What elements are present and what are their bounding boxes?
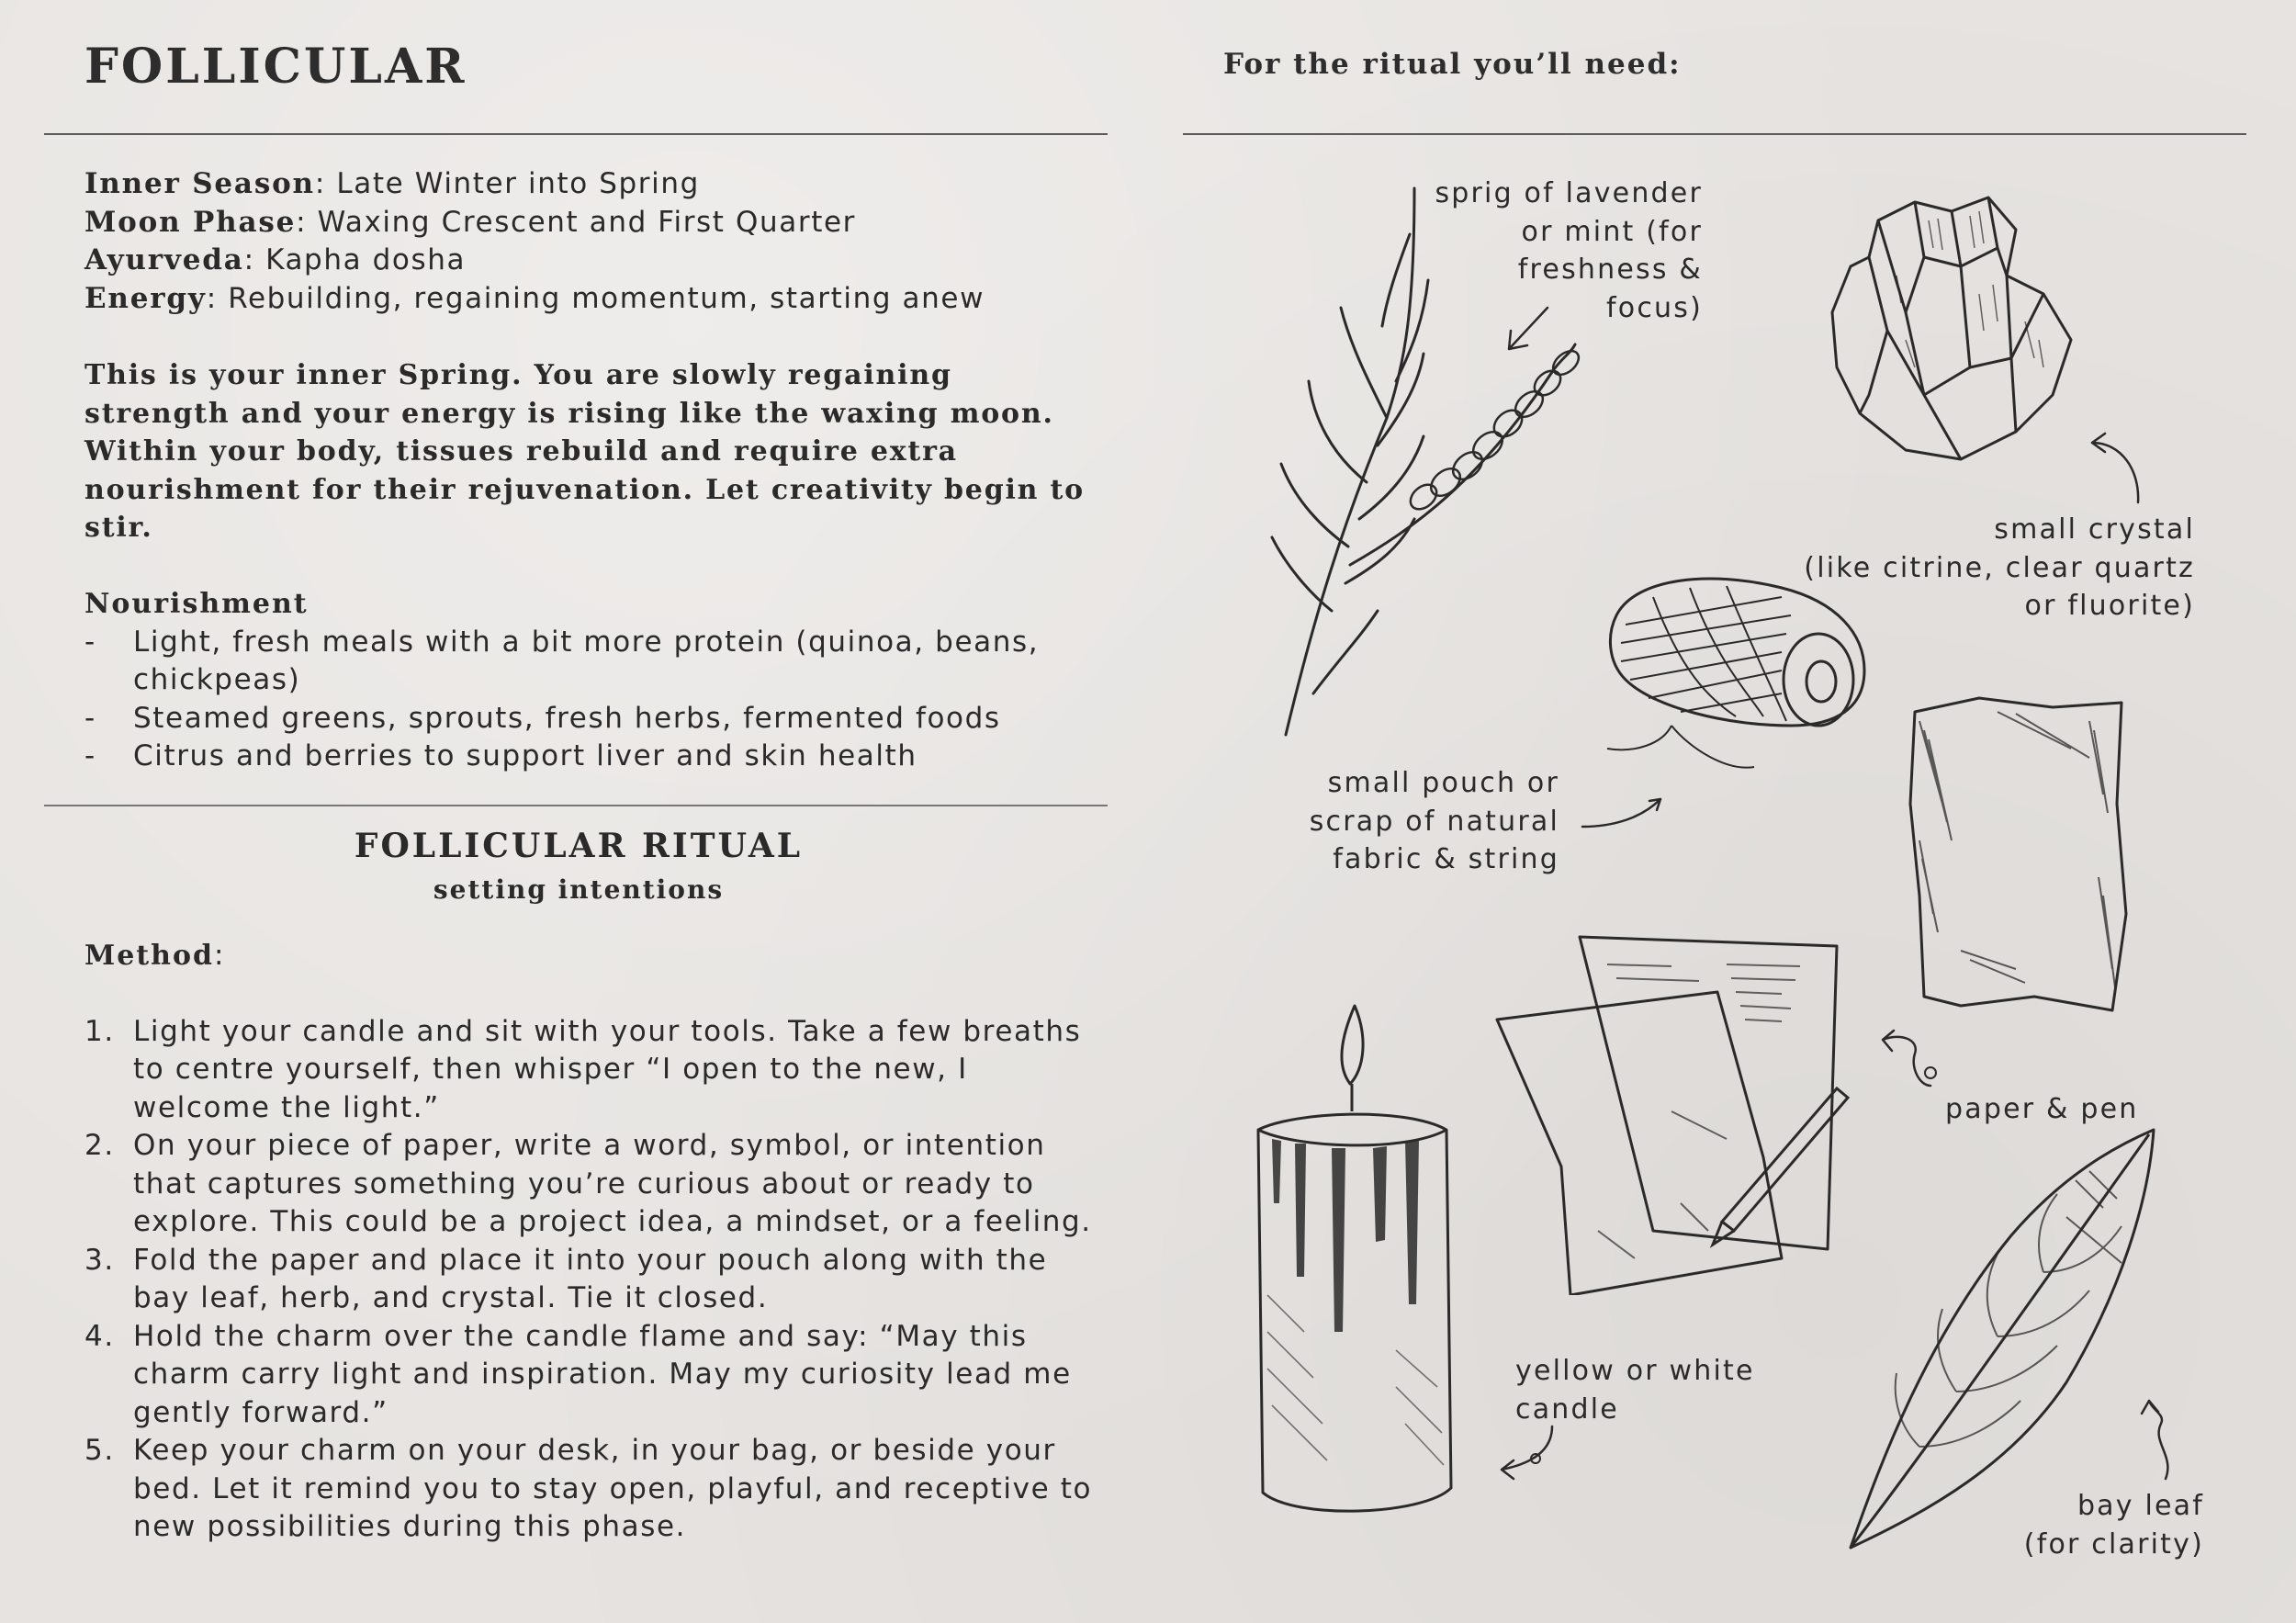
method-section	[84, 937, 1095, 1547]
title-divider	[44, 133, 1108, 135]
crystal-icon	[1814, 184, 2089, 468]
facts-list	[84, 165, 1095, 318]
fabric-scrap-icon	[1906, 693, 2135, 1015]
twine-spool-icon	[1598, 560, 1874, 781]
fact-inner-season: Inner Season: Late Winter into Spring	[84, 167, 700, 200]
ritual-needs-title: For the ritual you’ll need:	[1223, 48, 1682, 81]
label-bay-leaf: bay leaf (for clarity)	[2023, 1490, 2204, 1561]
list-item: - Citrus and berries to support liver and skin health	[84, 738, 1095, 776]
arrow-icon	[1578, 790, 1670, 836]
section-divider	[44, 805, 1108, 806]
arrow-icon	[1502, 303, 1557, 358]
label-paper-pen: paper & pen	[1945, 1093, 2139, 1125]
nourishment-list	[84, 624, 1095, 776]
list-item: 5. Keep your charm on your desk, in your bag, or beside your bed. Let it remind you to stay open, playful, and receptive to new possibilities during this phase.	[84, 1434, 1093, 1543]
nourishment-section	[84, 585, 1095, 776]
fact-ayurveda: Ayurveda: Kapha dosha	[84, 243, 467, 276]
method-steps	[84, 1013, 1095, 1547]
label-candle: yellow or white candle	[1515, 1355, 1755, 1426]
label-pouch: small pouch or scrap of natural fabric & string	[1309, 767, 1559, 875]
fact-energy: Energy: Rebuilding, regaining momentum, starting anew	[84, 281, 985, 315]
candle-icon	[1240, 1001, 1460, 1525]
list-item: - Light, fresh meals with a bit more protein (quinoa, beans, chickpeas)	[84, 624, 1095, 700]
arrow-icon	[2129, 1392, 2184, 1483]
label-crystal: small crystal (like citrine, clear quartz or fluorite)	[1804, 513, 2195, 622]
ritual-subtitle: setting intentions	[433, 874, 725, 905]
list-item: 3. Fold the paper and place it into your pouch along with the bay leaf, herb, and crystal. Tie it closed.	[84, 1243, 1048, 1314]
list-item: 2. On your piece of paper, write a word, symbol, or intention that captures something you’re curious about or ready to explore. This could be a project idea, a mindset, or a feeling.	[84, 1129, 1092, 1238]
label-lavender: sprig of lavender or mint (for freshness & focus)	[1435, 177, 1703, 324]
bay-leaf-icon	[1846, 1125, 2158, 1557]
arrow-icon	[1488, 1422, 1561, 1486]
method-heading: Method:	[84, 939, 225, 972]
ritual-title: FOLLICULAR RITUAL	[354, 827, 804, 865]
arrow-icon	[1864, 1021, 1938, 1095]
list-item: 1. Light your candle and sit with your tools. Take a few breaths to centre yourself, then whisper “I open to the new, I welcome the light.”	[84, 1014, 1082, 1124]
nourishment-heading: Nourishment	[84, 588, 309, 620]
intro-paragraph: This is your inner Spring. You are slowly regaining strength and your energy is rising like the waxing moon. Within your body, tissues rebuild and require extra nourishment for their rejuvenation. Let creativity begin to stir.	[84, 359, 1085, 544]
list-item: 4. Hold the charm over the candle flame and say: “May this charm carry light and inspiration. May my curiosity lead me gently forward.”	[84, 1319, 1072, 1429]
needs-divider	[1183, 133, 2246, 135]
arrow-icon	[2085, 424, 2149, 507]
lavender-sprig-icon	[1258, 179, 1607, 739]
list-item: - Steamed greens, sprouts, fresh herbs, fermented foods	[84, 700, 1095, 738]
fact-moon-phase: Moon Phase: Waxing Crescent and First Quarter	[84, 205, 856, 239]
paper-and-pen-icon	[1488, 928, 1855, 1295]
page-title: FOLLICULAR	[84, 39, 467, 95]
